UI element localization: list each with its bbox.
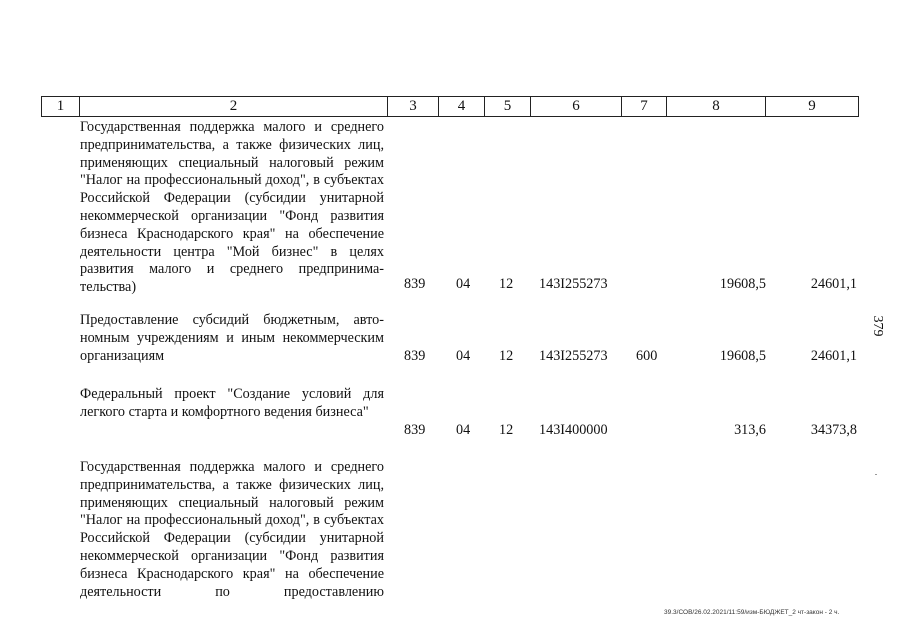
row-3-csr: 143I400000 <box>539 422 608 438</box>
row-1-rz: 04 <box>456 276 471 292</box>
row-3-sum-2022: 34373,8 <box>810 422 857 438</box>
row-2-vr: 600 <box>636 348 658 364</box>
row-3-ved: 839 <box>404 422 426 438</box>
row-1-pr: 12 <box>499 276 514 292</box>
header-col-9: 9 <box>808 98 816 114</box>
header-col-3: 3 <box>388 97 439 116</box>
row-2-description: Предоставление субсидий бюджетным, автономным учреждениям и иным некоммерческим организациям <box>80 312 384 364</box>
scan-mark <box>875 474 877 475</box>
row-2-rz: 04 <box>456 348 471 364</box>
row-2-sum-2022: 24601,1 <box>810 348 857 364</box>
row-1-sum-2021: 19608,5 <box>719 276 766 292</box>
row-1-description: Государственная поддержка малого и среднего предпринимательства, а также физических лиц, применяющих специальный налоговый режим "Налог на профессиональный доход", в субъектах Российской Федерации (субсидии унитарной некоммерческой организации "Фонд развития бизнеса Краснодарского края" на обеспечение деятельности центра "Мой бизнес" в целях развития малого и среднего предпринимательства) <box>80 119 384 296</box>
row-2-csr: 143I255273 <box>539 348 608 364</box>
header-col-6: 6 <box>531 97 622 116</box>
page-number: 379 <box>870 315 885 337</box>
row-2-pr: 12 <box>499 348 514 364</box>
row-1-sum-2022: 24601,1 <box>810 276 857 292</box>
header-col-5: 5 <box>485 97 531 116</box>
row-1-ved: 839 <box>404 276 426 292</box>
row-4-description: Государственная поддержка малого и среднего предпринимательства, а также физических лиц, применяющих специальный налоговый режим "Налог на профессиональный доход", в субъектах Российской Федерации (субсидии унитарной некоммерческой организации "Фонд развития бизнеса Краснодарского края" на обеспечение деятельности по предоставлению <box>80 459 384 600</box>
footer-stamp: 39.3/СОВ/26.02.2021/11:59/изм-БЮДЖЕТ_2 чт-закон - 2 ч. <box>664 609 840 616</box>
table-header-row <box>41 96 859 117</box>
header-col-1: 1 <box>42 97 80 116</box>
row-2-sum-2021: 19608,5 <box>719 348 766 364</box>
header-col-8: 8 <box>667 97 766 116</box>
row-3-rz: 04 <box>456 422 471 438</box>
row-2-ved: 839 <box>404 348 426 364</box>
header-col-7: 7 <box>622 97 667 116</box>
row-3-sum-2021: 313,6 <box>734 422 766 438</box>
header-col-4: 4 <box>439 97 485 116</box>
header-col-2: 2 <box>80 97 388 116</box>
row-1-csr: 143I255273 <box>539 276 608 292</box>
row-3-description: Федеральный проект "Создание условий для легкого старта и комфортного ведения бизнеса" <box>80 386 384 420</box>
row-3-pr: 12 <box>499 422 514 438</box>
